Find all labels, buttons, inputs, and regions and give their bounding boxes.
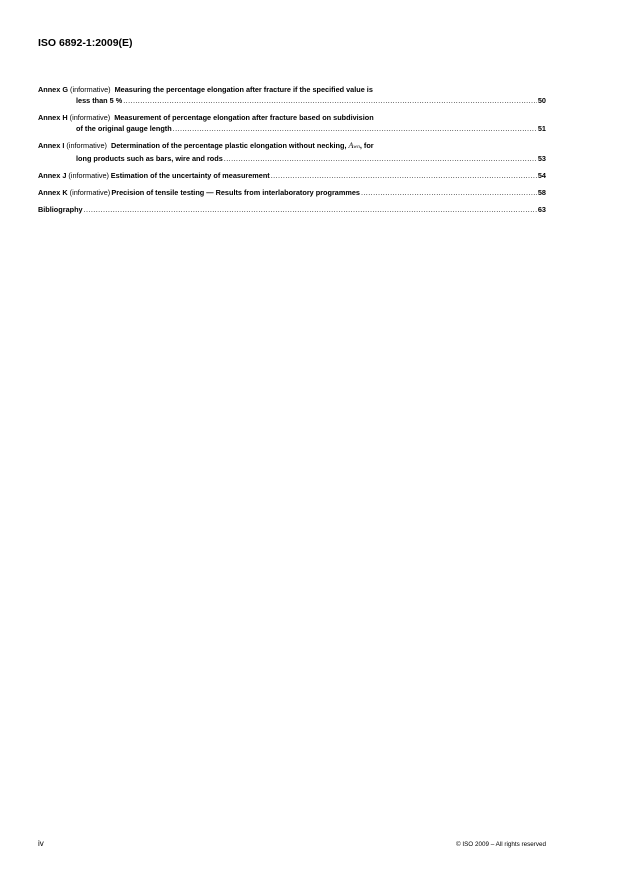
document-id: ISO 6892-1:2009(E): [38, 37, 133, 49]
annex-title-continued: long products such as bars, wire and rods: [76, 154, 223, 163]
bibliography-label: Bibliography: [38, 205, 83, 214]
annex-title: Determination of the percentage plastic elongation without necking,: [110, 141, 347, 150]
annex-title: Estimation of the uncertainty of measurement: [110, 171, 270, 180]
annex-label: Annex G: [38, 85, 69, 94]
annex-title: Measuring the percentage elongation after fracture if the specified value is: [114, 85, 373, 94]
symbol-a: A: [348, 141, 354, 150]
annex-title: Precision of tensile testing — Results from interlaboratory programmes: [111, 188, 360, 197]
annex-title-continued: less than 5 %: [76, 96, 123, 105]
page-number: 50: [537, 96, 546, 105]
toc-entry-annex-j[interactable]: [38, 170, 546, 181]
annex-label: Annex J: [38, 171, 67, 180]
toc-entry-bibliography[interactable]: [38, 204, 546, 215]
annex-type: (informative): [68, 171, 109, 180]
page-number: 63: [537, 205, 546, 214]
annex-label: Annex K: [38, 188, 68, 197]
dot-leader: [123, 95, 537, 106]
dot-leader: [224, 153, 537, 164]
page-number: 51: [537, 124, 546, 133]
toc-entry-annex-h[interactable]: [38, 112, 546, 134]
page-number: 58: [537, 188, 546, 197]
toc-entry-annex-g[interactable]: [38, 84, 546, 106]
dot-leader: [84, 204, 537, 215]
footer-page-number: iv: [38, 839, 44, 848]
page-number: 53: [537, 154, 546, 163]
table-of-contents: [38, 84, 546, 221]
page-number: 54: [537, 171, 546, 180]
annex-title-end: , for: [359, 141, 374, 150]
toc-entry-annex-k[interactable]: [38, 187, 546, 198]
symbol-subscript: wn: [353, 144, 360, 150]
annex-type: (informative): [69, 113, 111, 122]
footer-copyright: © ISO 2009 – All rights reserved: [455, 841, 546, 848]
annex-label: Annex H: [38, 113, 68, 122]
annex-type: (informative): [70, 85, 111, 94]
annex-type: (informative): [69, 188, 111, 197]
toc-entry-annex-i[interactable]: [38, 140, 546, 164]
dot-leader: [271, 170, 537, 181]
dot-leader: [361, 187, 537, 198]
dot-leader: [173, 123, 537, 134]
annex-label: Annex I: [38, 141, 65, 150]
annex-title-continued: of the original gauge length: [76, 124, 172, 133]
annex-type: (informative): [66, 141, 107, 150]
annex-title: Measurement of percentage elongation after fracture based on subdivision: [114, 113, 374, 122]
